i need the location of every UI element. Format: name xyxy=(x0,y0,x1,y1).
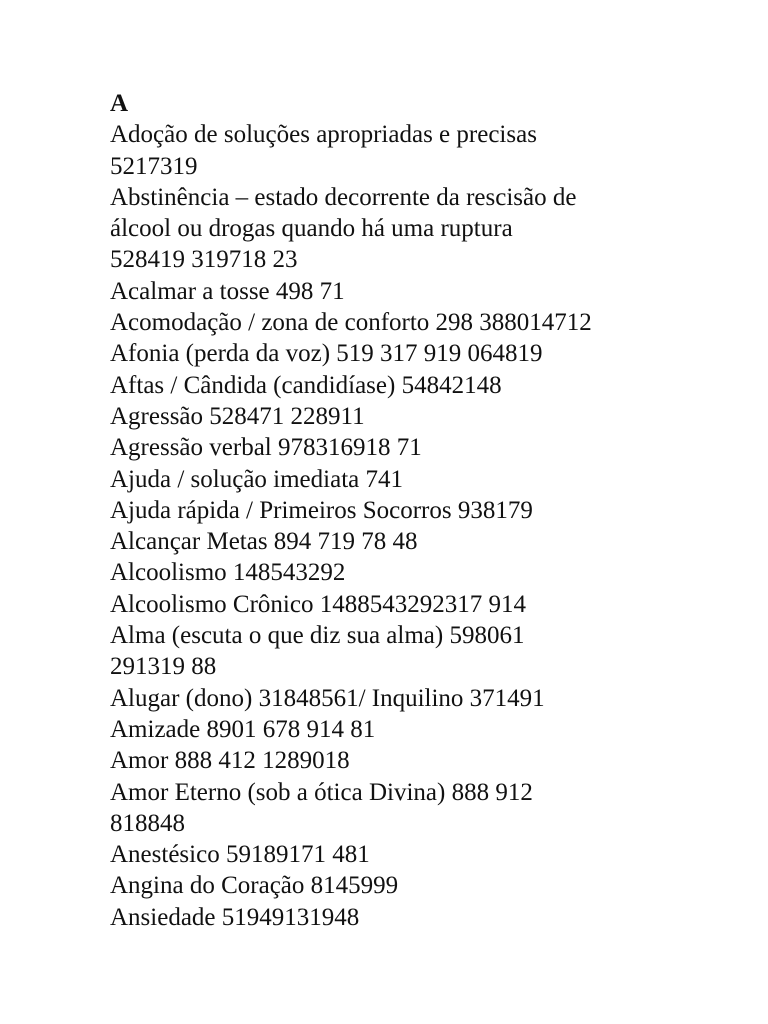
entry-line: Anestésico 59189171 481 xyxy=(110,841,370,869)
entry-line: Alcançar Metas 894 719 78 48 xyxy=(110,528,418,556)
entry-line: Acomodação / zona de conforto 298 388014712 xyxy=(110,309,592,337)
entry-line: Aftas / Cândida (candidíase) 54842148 xyxy=(110,371,502,399)
entry-list xyxy=(110,119,730,933)
document-page xyxy=(110,88,730,933)
entry-line: Amizade 8901 678 914 81 xyxy=(110,715,376,743)
section-heading: A xyxy=(110,90,129,117)
entry-line: Adoção de soluções apropriadas e precisas xyxy=(110,121,537,149)
entry-line: Ajuda / solução imediata 741 xyxy=(110,465,403,493)
entry-line: Acalmar a tosse 498 71 xyxy=(110,277,345,305)
entry-line: Agressão 528471 228911 xyxy=(110,402,365,430)
entry-line: Alcoolismo 148543292 xyxy=(110,559,346,587)
entry-line: 5217319 xyxy=(110,152,198,180)
entry-line: Abstinência – estado decorrente da rescisão de xyxy=(110,183,577,211)
entry-line: Ajuda rápida / Primeiros Socorros 938179 xyxy=(110,496,533,524)
entry-line: 291319 88 xyxy=(110,653,217,681)
entry-line: 528419 319718 23 xyxy=(110,246,298,274)
entry-line: Alcoolismo Crônico 1488543292317 914 xyxy=(110,590,526,618)
entry-line: 818848 xyxy=(110,809,185,837)
entry-line: Angina do Coração 8145999 xyxy=(110,872,399,900)
entry-line: Alma (escuta o que diz sua alma) 598061 xyxy=(110,622,525,650)
entry-line: Alugar (dono) 31848561/ Inquilino 371491 xyxy=(110,684,545,712)
entry-line: Afonia (perda da voz) 519 317 919 064819 xyxy=(110,340,543,368)
entry-line: Amor Eterno (sob a ótica Divina) 888 912 xyxy=(110,778,533,806)
entry-line: álcool ou drogas quando há uma ruptura xyxy=(110,215,513,243)
entry-line: Ansiedade 51949131948 xyxy=(110,903,360,931)
entry-line: Agressão verbal 978316918 71 xyxy=(110,434,422,462)
entry-line: Amor 888 412 1289018 xyxy=(110,747,350,775)
